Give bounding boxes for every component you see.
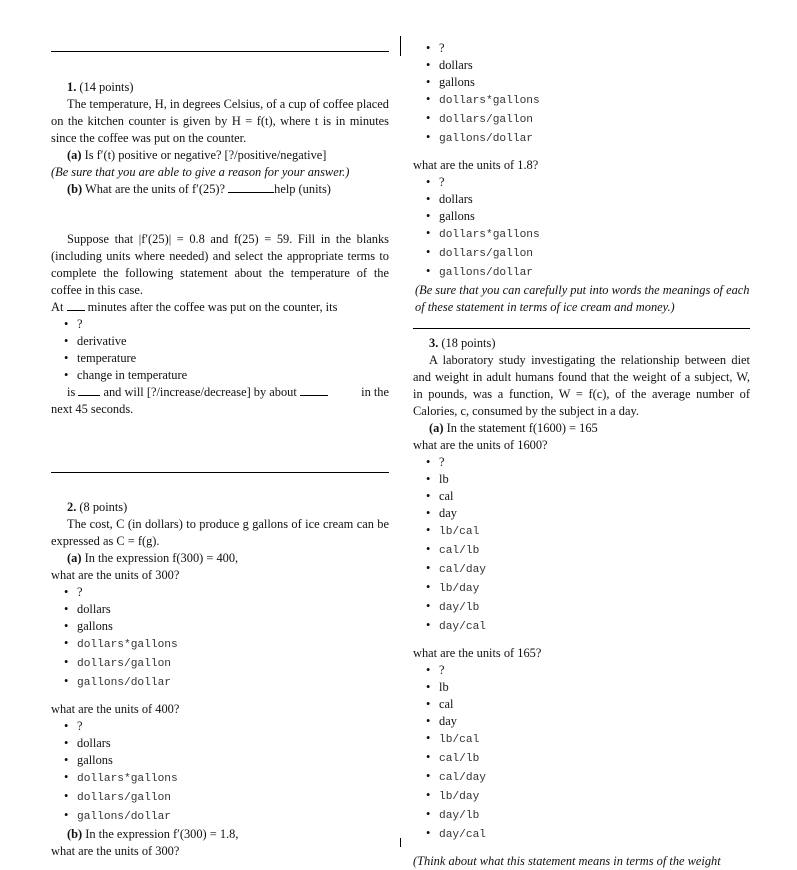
option-item[interactable]: • dollars [51, 601, 389, 618]
problem-1-statement-line: At minutes after the coffee was put on the counter, its [51, 300, 338, 314]
question-units-1-8: what are the units of 1.8? [413, 158, 539, 172]
option-item[interactable]: • day [413, 713, 750, 730]
option-item[interactable]: • gallons [413, 74, 750, 91]
problem-2 [51, 499, 389, 860]
option-item[interactable]: • gallons/dollar [51, 673, 389, 692]
problem-1-suppose: Suppose that |f′(25)| = 0.8 and f(25) = 59. Fill in the blanks (including units where needed) and select the appropriate terms to complete the following statement about the temperature of the coffee in this case. [51, 232, 389, 297]
problem-2-points: (8 points) [79, 500, 128, 514]
problem-3 [413, 335, 750, 870]
option-item[interactable]: • cal [413, 488, 750, 505]
option-item[interactable]: • dollars*gallons [413, 225, 750, 244]
option-item[interactable]: • dollars [413, 57, 750, 74]
question-units-300-b: what are the units of 300? [51, 844, 180, 858]
option-item[interactable]: • cal/day [413, 768, 750, 787]
problem-2-part-b: (b) In the expression f′(300) = 1.8, [67, 827, 239, 841]
help-units-link[interactable]: help (units) [274, 182, 331, 196]
problem-1-is-line: is and will [?/increase/decrease] by about in the [67, 385, 389, 399]
option-item[interactable]: • cal/lb [413, 749, 750, 768]
option-item[interactable]: • gallons/dollar [413, 129, 750, 148]
option-item[interactable]: • dollars [51, 735, 389, 752]
problem-1-part-b-text: What are the units of f′(25)? [85, 182, 226, 196]
problem-1-part-b: (b) What are the units of f′(25)? help (units) [67, 182, 331, 196]
right-column [413, 0, 750, 870]
option-item[interactable]: • gallons/dollar [413, 263, 750, 282]
option-item[interactable]: • ? [413, 454, 750, 471]
option-item[interactable]: • ? [51, 584, 389, 601]
problem-2-part-a: (a) In the expression f(300) = 400, [67, 551, 239, 565]
problem-1-number: 1. [67, 80, 77, 94]
left-column [51, 0, 389, 860]
option-item[interactable]: • derivative [51, 333, 389, 350]
option-item[interactable]: • cal/day [413, 560, 750, 579]
amount-blank[interactable] [300, 384, 328, 396]
option-item[interactable]: • dollars [413, 191, 750, 208]
question-units-1600: what are the units of 1600? [413, 438, 548, 452]
option-item[interactable]: • gallons [51, 752, 389, 769]
option-item[interactable]: • dollars*gallons [51, 635, 389, 654]
option-item[interactable]: • dollars*gallons [413, 91, 750, 110]
option-item[interactable]: • cal [413, 696, 750, 713]
option-item[interactable]: • lb/cal [413, 522, 750, 541]
option-item[interactable]: • dollars/gallon [51, 788, 389, 807]
option-item[interactable]: • change in temperature [51, 367, 389, 384]
problem-1-header [51, 79, 389, 96]
question-units-300: what are the units of 300? [51, 568, 180, 582]
option-item[interactable]: • lb [413, 679, 750, 696]
option-item[interactable]: • lb/day [413, 787, 750, 806]
problem-3-part-a: (a) In the statement f(1600) = 165 [429, 421, 598, 435]
option-item[interactable]: • day/lb [413, 806, 750, 825]
problem-3-intro: A laboratory study investigating the relationship between diet and weight in adult humans found that the weight of a subject, W, in pounds, was a function, W = f(c), of the average number of Calories, c, consumed by the subject in a day. [413, 353, 750, 418]
problem-1-next: next 45 seconds. [51, 402, 134, 416]
column-divider-bottom [400, 838, 401, 847]
option-item[interactable]: • lb/cal [413, 730, 750, 749]
option-item[interactable]: • dollars/gallon [413, 244, 750, 263]
option-item[interactable]: • ? [51, 718, 389, 735]
option-item[interactable]: • day [413, 505, 750, 522]
problem-1-part-a: (a) Is f′(t) positive or negative? [?/positive/negative] [67, 148, 327, 162]
option-item[interactable]: • lb/day [413, 579, 750, 598]
option-item[interactable]: • dollars/gallon [51, 654, 389, 673]
option-item[interactable]: • gallons [51, 618, 389, 635]
option-item[interactable]: • ? [413, 662, 750, 679]
units-answer-blank[interactable] [228, 181, 274, 193]
question-units-400: what are the units of 400? [51, 702, 180, 716]
option-item[interactable]: • day/lb [413, 598, 750, 617]
option-item[interactable]: • cal/lb [413, 541, 750, 560]
option-item[interactable]: • ? [413, 40, 750, 57]
problem-1-points: (14 points) [79, 80, 134, 94]
problem-3-note: (Think about what this statement means in terms of the weight [413, 854, 721, 868]
question-units-165: what are the units of 165? [413, 646, 542, 660]
option-item[interactable]: • dollars*gallons [51, 769, 389, 788]
option-item[interactable]: • ? [51, 316, 389, 333]
problem-1-intro: The temperature, H, in degrees Celsius, of a cup of coffee placed on the kitchen counter is given by H = f(t), where t is in minutes since the coffee was put on the counter. [51, 97, 389, 145]
problem-2-note: (Be sure that you can carefully put into words the meanings of each of these statement in terms of ice cream and money.) [415, 283, 750, 314]
problem-2-header [51, 499, 389, 516]
value-blank[interactable] [78, 384, 100, 396]
option-item[interactable]: • dollars/gallon [413, 110, 750, 129]
problem-1-part-a-note: (Be sure that you are able to give a reason for your answer.) [51, 165, 350, 179]
minutes-blank[interactable] [67, 299, 85, 311]
option-item[interactable]: • temperature [51, 350, 389, 367]
option-item[interactable]: • gallons/dollar [51, 807, 389, 826]
problem-1 [51, 79, 389, 418]
column-divider-top [400, 36, 401, 56]
problem-2-number: 2. [67, 500, 77, 514]
option-item[interactable]: • gallons [413, 208, 750, 225]
option-item[interactable]: • day/cal [413, 617, 750, 636]
option-item[interactable]: • ? [413, 174, 750, 191]
problem-3-header [413, 335, 750, 352]
problem-3-number: 3. [429, 336, 439, 350]
option-item[interactable]: • lb [413, 471, 750, 488]
problem-2-intro: The cost, C (in dollars) to produce g gallons of ice cream can be expressed as C = f(g). [51, 517, 389, 548]
problem-3-points: (18 points) [441, 336, 496, 350]
problem-1-part-a-text: Is f′(t) positive or negative? [?/positive/negative] [84, 148, 327, 162]
option-item[interactable]: • day/cal [413, 825, 750, 844]
